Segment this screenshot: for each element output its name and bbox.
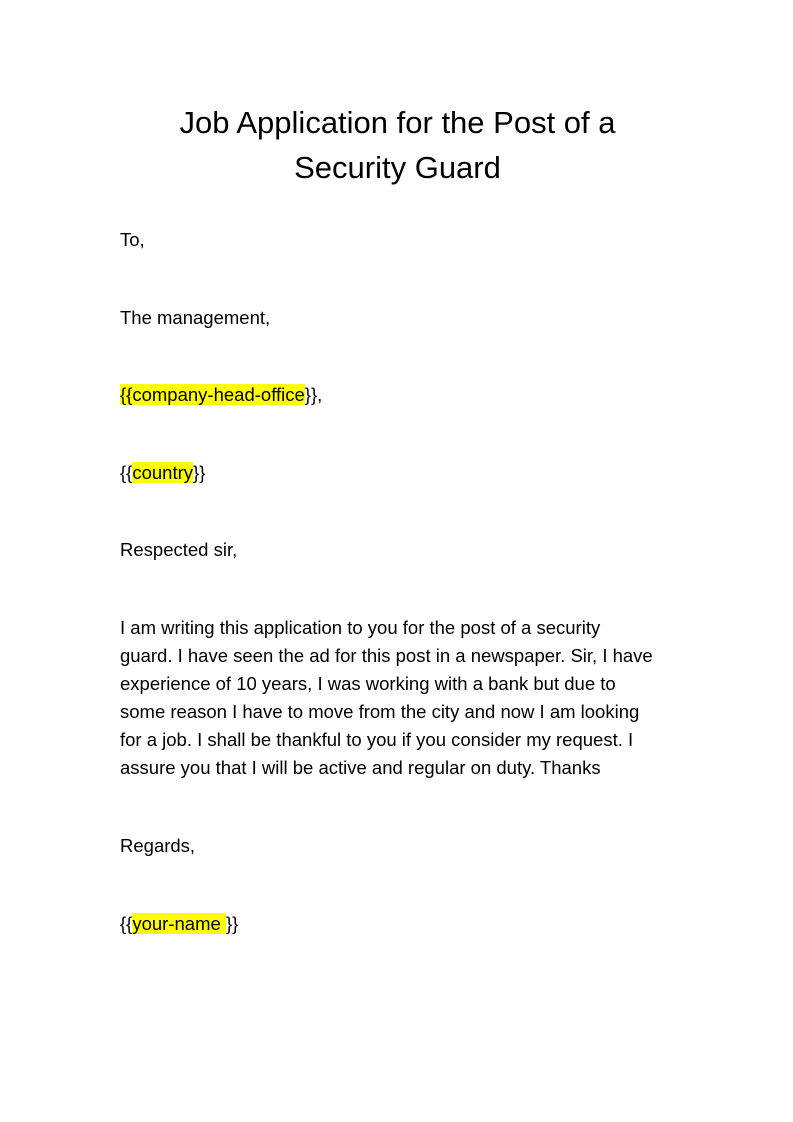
salutation-to: To,	[120, 229, 145, 250]
country-open-brace: {{	[120, 462, 133, 483]
signature-line	[120, 910, 238, 938]
address-close-brace: }},	[304, 384, 323, 405]
title-line-1: Job Application for the Post of a	[179, 105, 616, 140]
body-line: assure you that I will be active and regular on duty. Thanks	[120, 757, 601, 778]
document-title	[120, 100, 675, 190]
title-line-2: Security Guard	[294, 150, 501, 185]
company-head-office-placeholder: company-head-office	[132, 384, 305, 405]
country-close-brace: }}	[193, 462, 206, 483]
body-line: some reason I have to move from the city and now I am looking	[120, 701, 640, 722]
body-paragraph	[120, 614, 680, 782]
greeting-line: Respected sir,	[120, 539, 238, 560]
signature-close-brace: }}	[225, 913, 239, 934]
body-line: experience of 10 years, I was working with a bank but due to	[120, 673, 616, 694]
recipient-line: The management,	[120, 307, 271, 328]
address-line	[120, 381, 322, 409]
signature-open-brace: {{	[120, 913, 133, 934]
country-line	[120, 459, 205, 487]
address-open-brace: {{	[120, 384, 133, 405]
body-line: guard. I have seen the ad for this post in a newspaper. Sir, I have	[120, 645, 653, 666]
country-placeholder: country	[132, 462, 194, 483]
closing-line: Regards,	[120, 835, 196, 856]
body-line: I am writing this application to you for the post of a security	[120, 617, 601, 638]
body-line: for a job. I shall be thankful to you if you consider my request. I	[120, 729, 634, 750]
your-name-placeholder: your-name	[132, 913, 226, 934]
